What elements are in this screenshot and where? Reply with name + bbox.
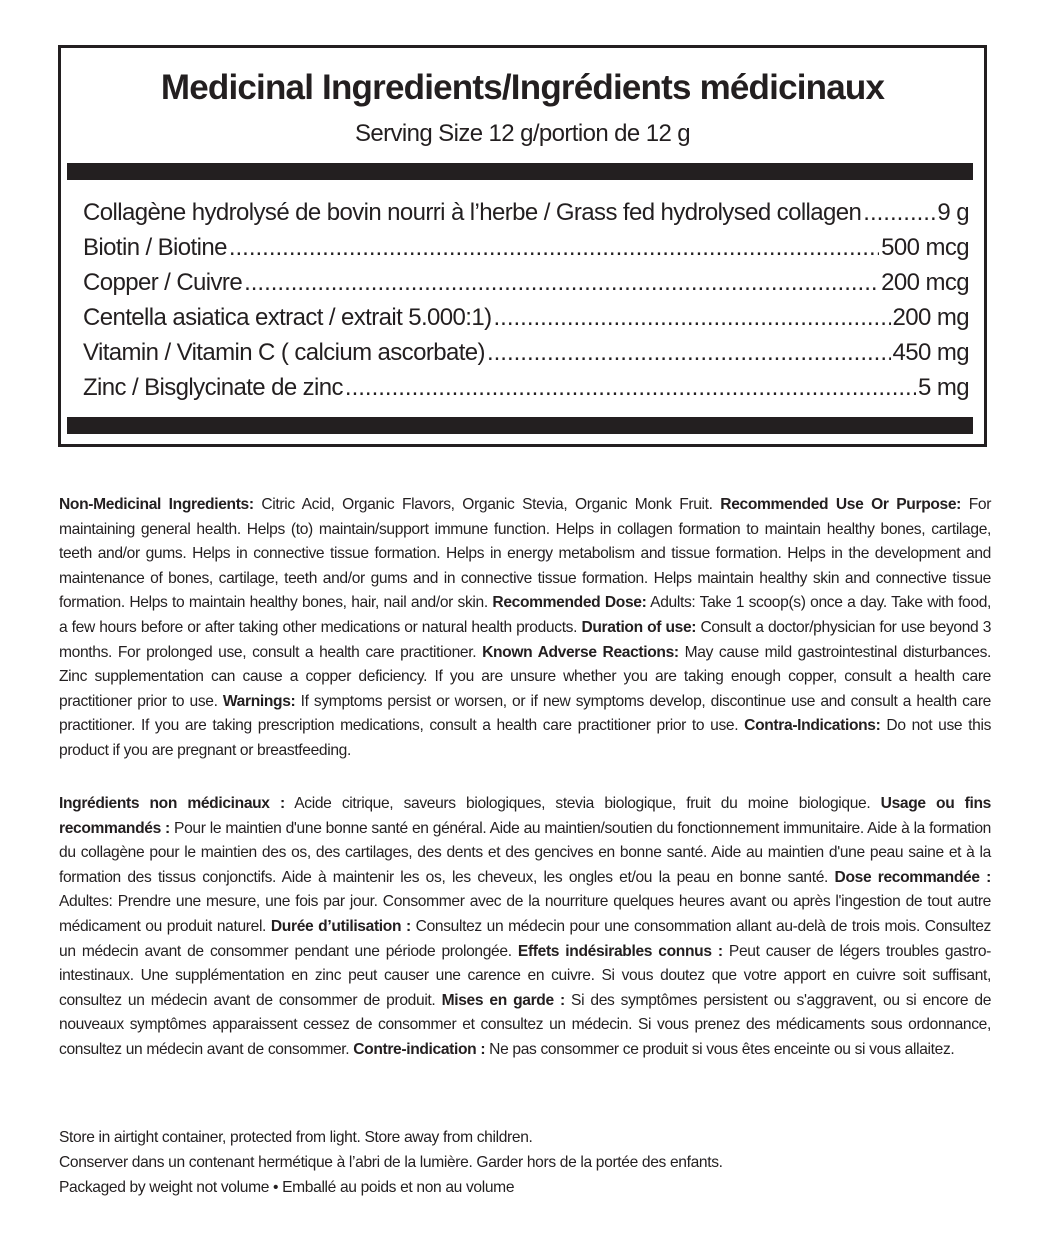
storage-line-fr: Conserver dans un contenant hermétique à l’abri de la lumière. Garder hors de la portée des enfants. bbox=[59, 1154, 723, 1171]
ingredient-row bbox=[83, 269, 969, 304]
dot-leader bbox=[229, 234, 879, 262]
serving-size: Serving Size 12 g/portion de 12 g bbox=[354, 120, 691, 147]
duration-label: Duration of use: bbox=[581, 618, 697, 636]
recommended-use-label: Recommended Use Or Purpose: bbox=[720, 496, 962, 513]
ingredient-row bbox=[83, 199, 969, 234]
ingredient-name: Copper / Cuivre bbox=[83, 269, 243, 296]
dot-leader bbox=[863, 199, 935, 227]
recommended-dose-text-fr: Adultes: Prendre une mesure, une fois par jour. Consommer avec de la nourriture quelques heures avant ou après l'ingestion de tout autre médicament ou produit naturel. bbox=[59, 893, 991, 935]
warnings-text-fr: Si des symptômes persistent ou s'aggravent, ou si encore de nouveaux symptômes apparaissent cessez de consommer et consultez un médecin. Si vous prenez des médicaments sous ordonnance, consultez un médecin avant de consommer. bbox=[59, 991, 992, 1058]
ingredient-name: Zinc / Bisglycinate de zinc bbox=[83, 374, 343, 401]
warnings-label-fr: Mises en garde : bbox=[441, 991, 565, 1009]
recommended-use-text: For maintaining general health. Helps (to) maintain/support immune function. Helps in collagen formation to maintain healthy bones, cartilage, teeth and/or gums. Helps in connective tissue formation. Helps in energy metabolism and tissue formation. Helps in the development and maintenance of bones, cartilage, teeth and/or gums and in connective tissue formation. Helps maintain healthy skin and connective tissue formation. Helps to maintain healthy bones, hair, nail and/or skin. bbox=[59, 496, 992, 612]
recommended-dose-text: Adults: Take 1 scoop(s) once a day. Take with food, a few hours before or after taking other medications or natural health products. bbox=[59, 594, 992, 636]
non-medicinal-text: Citric Acid, Organic Flavors, Organic Stevia, Organic Monk Fruit. bbox=[261, 496, 713, 513]
non-medicinal-label-fr: Ingrédients non médicinaux : bbox=[59, 795, 285, 812]
storage-instructions bbox=[59, 1125, 723, 1200]
storage-line-en: Store in airtight container, protected from light. Store away from children. bbox=[59, 1129, 533, 1146]
adverse-reactions-label: Known Adverse Reactions: bbox=[482, 643, 679, 661]
warnings-text: If symptoms persist or worsen, or if new symptoms develop, discontinue use and consult a health care practitioner. If you are taking prescription medications, consult a health care practitioner prior to use. bbox=[59, 692, 992, 735]
dot-leader bbox=[244, 269, 879, 297]
ingredient-amount: 450 mg bbox=[892, 339, 969, 366]
ingredient-row bbox=[83, 304, 969, 339]
english-label-text bbox=[59, 493, 991, 764]
medicinal-ingredients-panel bbox=[58, 45, 987, 447]
ingredient-amount: 500 mcg bbox=[881, 234, 969, 261]
recommended-use-label-fr: Usage ou fins recommandés : bbox=[59, 795, 992, 837]
ingredient-name: Centella asiatica extract / extrait 5.000:1) bbox=[83, 304, 492, 331]
ingredient-name: Vitamin / Vitamin C ( calcium ascorbate) bbox=[83, 339, 485, 366]
top-divider-bar bbox=[67, 163, 973, 180]
warnings-label: Warnings: bbox=[222, 692, 296, 710]
adverse-reactions-text-fr: Peut causer de légers troubles gastro-intestinaux. Une supplémentation en zinc peut causer une carence en cuivre. Si vous doutez que votre apport en cuivre soit suffisant, consultez un médecin avant de consommer de produit. bbox=[59, 942, 992, 1009]
contra-indications-text: Do not use this product if you are pregnant or breastfeeding. bbox=[59, 717, 992, 759]
contra-indications-label: Contra-Indications: bbox=[744, 717, 881, 735]
contra-indications-text-fr: Ne pas consommer ce produit si vous êtes enceinte ou si vous allaitez. bbox=[489, 1040, 955, 1058]
ingredient-list bbox=[83, 199, 969, 409]
adverse-reactions-label-fr: Effets indésirables connus : bbox=[517, 942, 723, 960]
duration-label-fr: Durée d’utilisation : bbox=[270, 917, 411, 935]
panel-title: Medicinal Ingredients/Ingrédients médicinaux bbox=[160, 68, 885, 107]
ingredient-name: Biotin / Biotine bbox=[83, 234, 227, 261]
recommended-use-text-fr: Pour le maintien d'une bonne santé en général. Aide au maintien/soutien du fonctionnement immunitaire. Aide à la formation du collagène pour le maintien des os, des cartilages, des dents et des gencives en bonne santé. Aide au maintien d'une peau saine et à la formation des tissus conjonctifs. Aide à maintenir les os, les cheveux, les ongles et/ou la peau en bonne santé. bbox=[59, 819, 992, 886]
ingredient-amount: 9 g bbox=[937, 199, 969, 226]
packaging-note: Packaged by weight not volume • Emballé au poids et non au volume bbox=[59, 1179, 515, 1196]
dot-leader bbox=[345, 374, 916, 402]
contra-indications-label-fr: Contre-indication : bbox=[353, 1040, 486, 1058]
ingredient-name: Collagène hydrolysé de bovin nourri à l’herbe / Grass fed hydrolysed collagen bbox=[83, 199, 862, 226]
french-label-text bbox=[59, 792, 991, 1063]
bottom-divider-bar bbox=[67, 417, 973, 434]
ingredient-row bbox=[83, 374, 969, 409]
dot-leader bbox=[487, 339, 891, 367]
non-medicinal-text-fr: Acide citrique, saveurs biologiques, stevia biologique, fruit du moine biologique. bbox=[294, 795, 871, 812]
ingredient-row bbox=[83, 339, 969, 374]
ingredient-amount: 200 mcg bbox=[881, 269, 969, 296]
dot-leader bbox=[493, 304, 890, 332]
duration-text-fr: Consultez un médecin pour une consommation allant au-delà de trois mois. Consultez un médecin avant de consommer pendant une période prolongée. bbox=[59, 917, 991, 960]
ingredient-amount: 200 mg bbox=[892, 304, 969, 331]
ingredient-amount: 5 mg bbox=[918, 374, 969, 401]
duration-text: Consult a doctor/physician for use beyond 3 months. For prolonged use, consult a health care practitioner. bbox=[59, 618, 992, 661]
non-medicinal-label: Non-Medicinal Ingredients: bbox=[59, 496, 254, 513]
recommended-dose-label-fr: Dose recommandée : bbox=[834, 868, 992, 886]
recommended-dose-label: Recommended Dose: bbox=[492, 594, 647, 612]
adverse-reactions-text: May cause mild gastrointestinal disturbances. Zinc supplementation can cause a copper deficiency. If you are unsure whether you are taking enough copper, consult a health care practitioner prior to use. bbox=[59, 643, 992, 710]
ingredient-row bbox=[83, 234, 969, 269]
